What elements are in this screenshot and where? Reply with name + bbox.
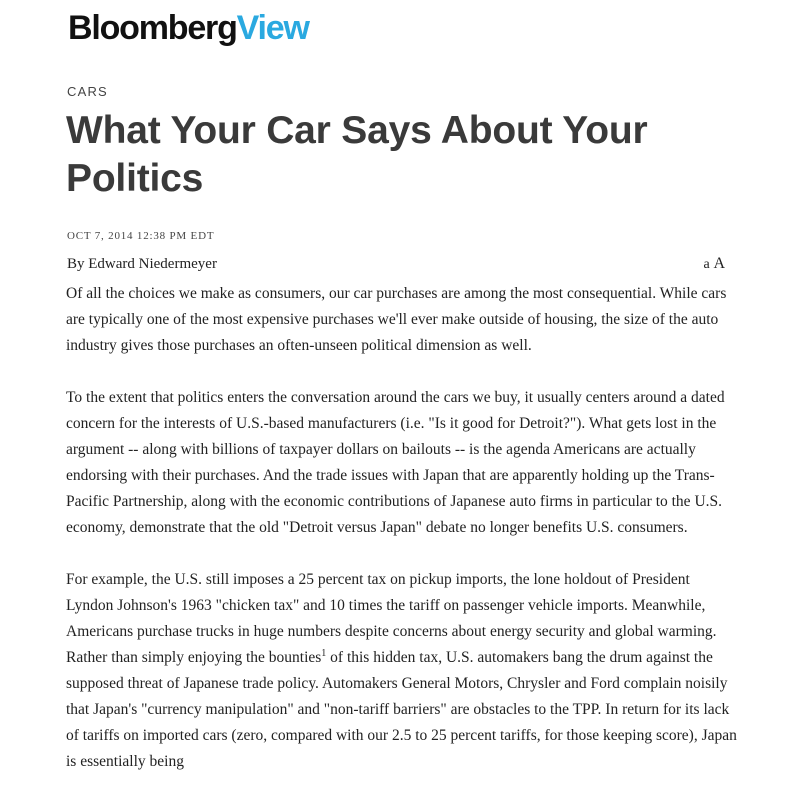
font-size-large-button[interactable]: A [713, 255, 725, 272]
font-size-small-button[interactable]: a [703, 257, 710, 272]
article-body [66, 281, 738, 801]
article-byline: By Edward Niedermeyer [67, 256, 217, 272]
font-size-toggle[interactable] [703, 254, 725, 275]
article-paragraph-3 [66, 567, 738, 775]
article-paragraph-1: Of all the choices we make as consumers, our car purchases are among the most consequential. While cars are typically one of the most expensive purchases we'll ever make outside of housing, the size of the auto industry gives those purchases an often-unseen political dimension as well. [66, 285, 727, 354]
article-headline: What Your Car Says About Your Politics [66, 109, 648, 200]
logo-view-text: View [236, 9, 309, 47]
byline-row [67, 254, 727, 276]
bloomberg-view-logo[interactable] [68, 6, 309, 50]
section-label[interactable]: CARS [67, 84, 108, 99]
paragraph-3-text-start: For example, the U.S. still imposes a 25 percent tax on pickup imports, the lone holdout of President Lyndon Johnson's 1963 "chicken tax" and 10 times the tariff on passenger vehicle imports. Meanwhile, Americans purchase trucks in huge numbers despite concerns about energy security and global warming. Rather than simply enjoying the bounties [66, 571, 717, 666]
footnote-reference[interactable]: 1 [321, 647, 327, 659]
paragraph-3-text-end: of this hidden tax, U.S. automakers bang the drum against the supposed threat of Japanese trade policy. Automakers General Motors, Chrysler and Ford complain noisily that Japan's "currency manipulation" and "non-tariff barriers" are obstacles to the TPP. In return for its lack of tariffs on imported cars (zero, compared with our 2.5 to 25 percent tariffs, for those keeping score), Japan is essentially being [66, 649, 737, 770]
article-paragraph-2: To the extent that politics enters the conversation around the cars we buy, it usually centers around a dated concern for the interests of U.S.-based manufacturers (i.e. "Is it good for Detroit?"). What gets lost in the argument -- along with billions of taxpayer dollars on bailouts -- is the agenda Americans are actually endorsing with their purchases. And the trade issues with Japan that are apparently holding up the Trans-Pacific Partnership, along with the economic contributions of Japanese auto firms in particular to the U.S. economy, demonstrate that the old "Detroit versus Japan" debate no longer benefits U.S. consumers. [66, 389, 725, 536]
logo-brand-text: Bloomberg [68, 9, 237, 47]
article-dateline: OCT 7, 2014 12:38 PM EDT [67, 230, 215, 242]
